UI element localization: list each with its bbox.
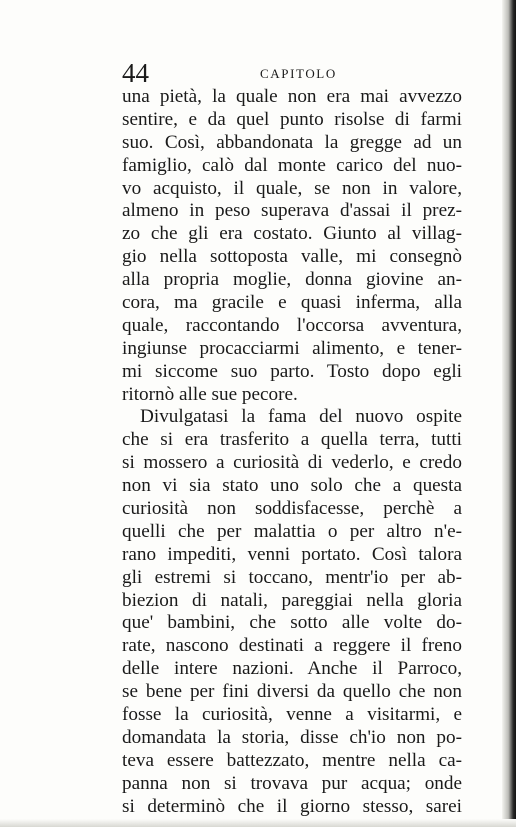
text-line: panna non si trovava pur acqua; onde	[122, 772, 462, 794]
text-line: alla propria moglie, donna giovine an-	[122, 269, 462, 291]
paragraph-end-line: ritornò alle sue pecore.	[122, 383, 298, 405]
page-edge-shadow	[502, 0, 516, 827]
text-line: curiosità non soddisfacesse, perchè a	[122, 498, 462, 520]
text-line: teva essere battezzato, mentre nella ca-	[122, 749, 462, 771]
text-line: cora, ma gracile e quasi inferma, alla	[122, 292, 462, 314]
text-line: zo che gli era costato. Giunto al villag-	[122, 223, 462, 245]
text-line: delle intere nazioni. Anche il Parroco,	[122, 658, 462, 680]
page-header	[122, 58, 462, 88]
text-line: biezion di natali, pareggiai nella gloria	[122, 589, 462, 611]
text-line: sentire, e da quel punto risolse di farmi	[122, 108, 462, 130]
page-bottom-edge	[0, 819, 516, 827]
text-line: gio nella sottoposta valle, mi consegnò	[122, 246, 462, 268]
running-head: CAPITOLO	[260, 66, 337, 81]
text-line: si determinò che il giorno stesso, sarei	[122, 795, 462, 817]
text-line: gli estremi si toccano, mentr'io per ab-	[122, 566, 462, 588]
text-line: rate, nascono destinati a reggere il freno	[122, 635, 462, 657]
text-line: se bene per fini diversi da quello che non	[122, 681, 462, 703]
text-line: almeno in peso superava d'assai il prez-	[122, 200, 462, 222]
text-line: rano impediti, venni portato. Così talora	[122, 543, 462, 565]
paragraph-start-line: Divulgatasi la fama del nuovo ospite	[140, 406, 462, 428]
text-line: che si era trasferito a quella terra, tutti	[122, 429, 462, 451]
body-text	[122, 86, 462, 819]
text-line: si mossero a curiosità di vederlo, e credo	[122, 452, 462, 474]
text-line: mi siccome suo parto. Tosto dopo egli	[122, 360, 462, 382]
text-line: quelli che per malattia o per altro n'e-	[122, 520, 462, 542]
text-line: fosse la curiosità, venne a visitarmi, e	[122, 704, 462, 726]
text-line: non vi sia stato uno solo che a questa	[122, 475, 462, 497]
text-line: suo. Così, abbandonata la gregge ad un	[122, 131, 462, 153]
text-line: vo acquisto, il quale, se non in valore,	[122, 177, 462, 199]
text-line: que' bambini, che sotto alle volte do-	[122, 612, 462, 634]
text-line: quale, raccontando l'occorsa avventura,	[122, 314, 462, 336]
text-line: ingiunse procacciarmi alimento, e tener-	[122, 337, 462, 359]
text-line: famiglio, calò dal monte carico del nuo-	[122, 154, 462, 176]
page-number: 44	[122, 58, 149, 88]
text-line: domandata la storia, disse ch'io non po-	[122, 726, 462, 748]
text-line: una pietà, la quale non era mai avvezzo	[122, 86, 462, 107]
